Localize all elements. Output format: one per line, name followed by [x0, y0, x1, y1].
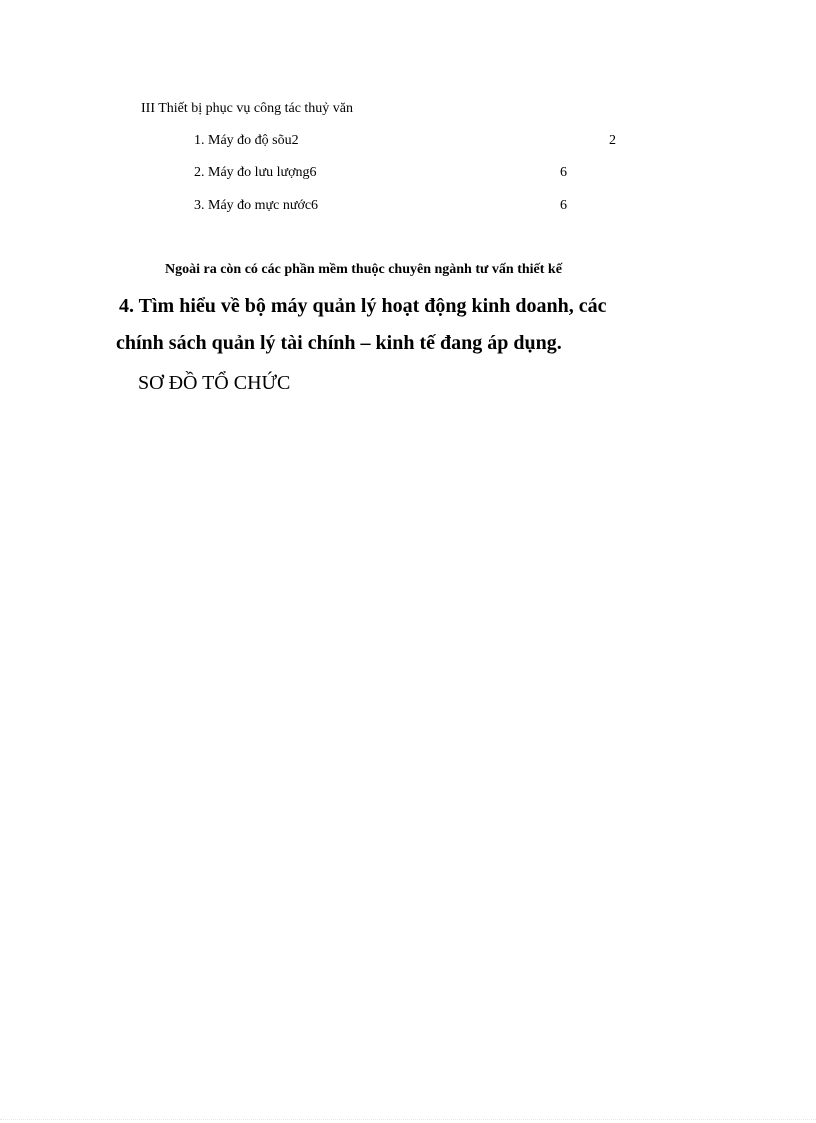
equipment-item-label: 2. Máy đo lưu lượng6 [194, 165, 317, 180]
equipment-item-label: 3. Máy đo mực nước6 [194, 198, 319, 213]
software-note: Ngoài ra còn có các phần mềm thuộc chuyên ngành tư vấn thiết kế [165, 262, 562, 277]
org-chart-heading: SƠ ĐỒ TỔ CHỨC [138, 372, 291, 394]
chapter-title-line-1: 4. Tìm hiểu về bộ máy quản lý hoạt động kinh doanh, các [119, 295, 607, 317]
equipment-item-label: 1. Máy đo độ sõu2 [194, 133, 299, 148]
equipment-item-qty: 2 [609, 133, 616, 148]
section-heading: III Thiết bị phục vụ công tác thuỷ văn [141, 101, 354, 116]
page-bottom-divider [0, 1119, 816, 1120]
chapter-title-line-2: chính sách quản lý tài chính – kinh tế đang áp dụng. [116, 332, 562, 354]
equipment-item-qty: 6 [560, 198, 567, 213]
equipment-item-qty: 6 [560, 165, 567, 180]
